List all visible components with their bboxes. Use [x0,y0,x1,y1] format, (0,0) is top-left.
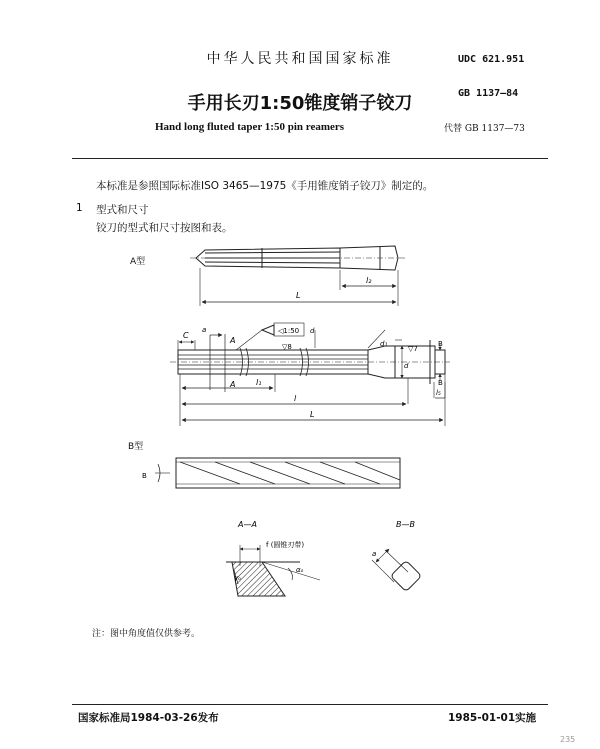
standard-organization: 中华人民共和国国家标准 [206,51,394,67]
b-mark-left: B [142,472,147,480]
dim-d-right: d [404,362,409,370]
b-mark-bottom: B [438,379,443,387]
section-mark-bottom: A [230,380,236,389]
f-label: f (圆锥刃带) [266,541,305,549]
dim-a: a [202,326,207,334]
figure-note: 注：图中角度值仅供参考。 [92,629,201,639]
issue-date: 国家标准局1984-03-26发布 [78,712,219,724]
dim-l5: l₅ [436,389,441,397]
gb-number: GB 1137—84 [458,88,519,99]
section-number: 1 [76,202,83,214]
udc-number: UDC 621.951 [458,54,525,65]
dim-d-top: d [310,327,315,335]
type-b-label: B型 [128,442,144,452]
implementation-date: 1985-01-01实施 [448,712,537,724]
roughness-7: ▽7 [408,345,418,353]
replaces-note: 代替 GB 1137—73 [444,124,525,134]
section-aa-drawing [226,545,320,596]
b-mark-top: B [438,340,443,348]
section-mark-top: A [230,336,236,345]
roughness-8: ▽8 [282,343,292,351]
section-bb-drawing [372,549,422,592]
gamma-label: γₒ [234,574,242,582]
footer-rule [72,704,548,705]
document-title-cn: 手用长刃1:50锥度销子铰刀 [187,93,413,114]
section-title: 型式和尺寸 [96,204,149,216]
intro-paragraph: 本标准是参照国际标准ISO 3465—1975《手用锥度销子铰刀》制定的。 [96,180,434,192]
section-bb-label: B—B [396,520,415,529]
section-aa-label: A—A [238,520,257,529]
taper-symbol: ◁1:50 [278,327,300,335]
dim-d1: d₁ [380,340,388,348]
type-a-label: A型 [130,257,146,267]
page-number: 235 [560,735,576,744]
dim-C: C [183,331,189,340]
dim-l2: l₂ [366,276,372,285]
alpha-label: αₒ [296,566,304,574]
document-title-en: Hand long fluted taper 1:50 pin reamers [155,121,345,133]
section-text: 铰刀的型式和尺寸按图和表。 [96,222,233,234]
dim-L-a: L [296,291,301,300]
dim-a-bb: a [372,550,377,558]
dim-l: l [294,394,297,403]
type-b-reamer-drawing [155,458,400,488]
dim-l1: l₁ [256,378,262,387]
dim-L: L [310,410,315,419]
